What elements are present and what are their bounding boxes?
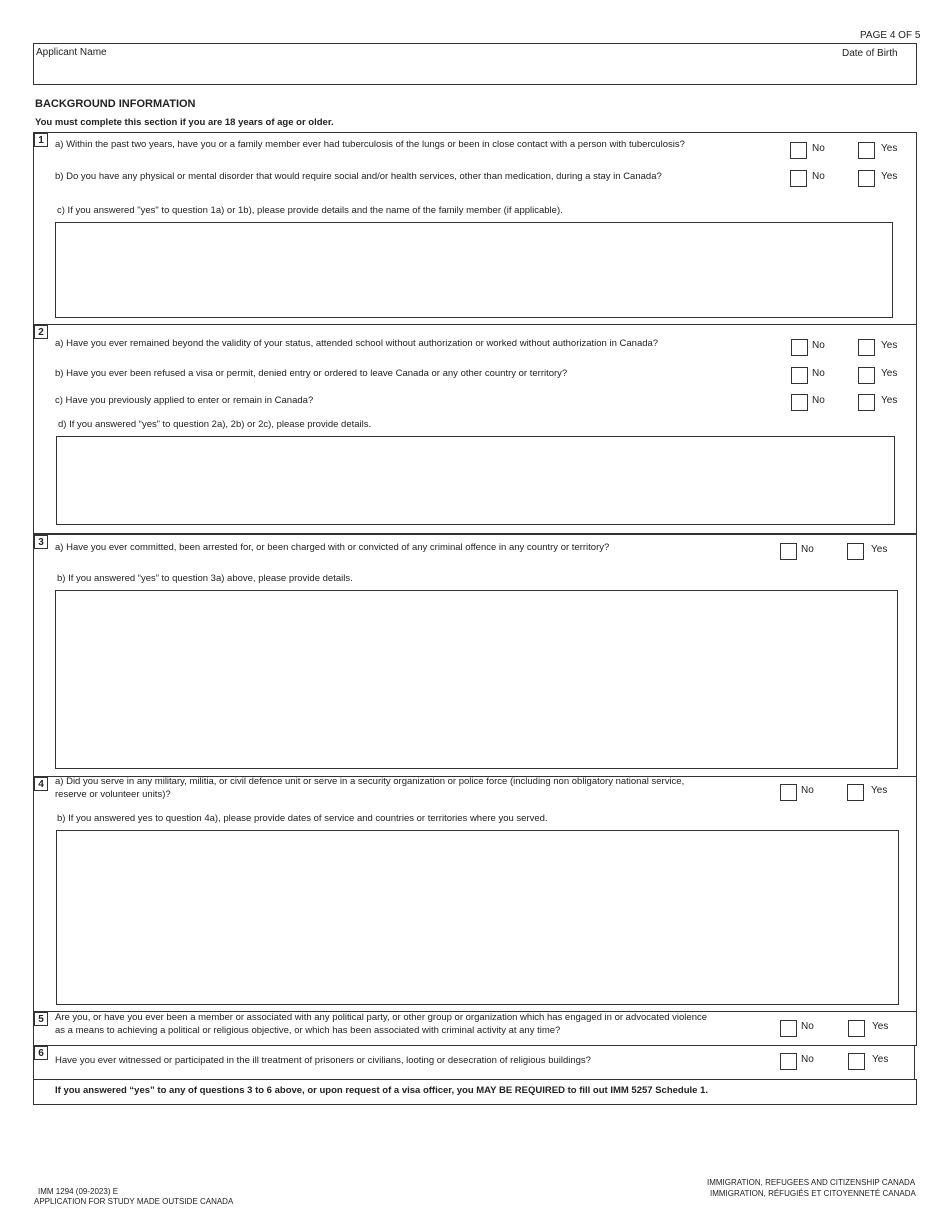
- question-2b-yes-label: Yes: [881, 368, 898, 379]
- question-6-number: 6: [34, 1046, 48, 1060]
- question-3a-yes-checkbox[interactable]: [847, 543, 864, 560]
- question-1-number: 1: [34, 133, 48, 147]
- applicant-name-label: Applicant Name: [36, 47, 107, 58]
- question-2a-no-label: No: [812, 340, 825, 351]
- section-title: BACKGROUND INFORMATION: [35, 98, 196, 110]
- question-2b-text: b) Have you ever been refused a visa or permit, denied entry or ordered to leave Canada or any other country or territory?: [55, 368, 568, 379]
- question-2c-yes-label: Yes: [881, 395, 898, 406]
- question-4b-text: b) If you answered yes to question 4a), please provide dates of service and countries or territories where you served.: [57, 813, 548, 824]
- question-4a-no-label: No: [801, 785, 814, 796]
- question-1b-text: b) Do you have any physical or mental disorder that would require social and/or health services, other than medication, during a stay in Canada?: [55, 171, 662, 182]
- question-3a-no-checkbox[interactable]: [780, 543, 797, 560]
- notice-text: If you answered “yes” to any of questions 3 to 6 above, or upon request of a visa officer, you MAY BE REQUIRED to fill out IMM 5257 Schedule 1.: [55, 1085, 708, 1096]
- question-5-no-checkbox[interactable]: [780, 1020, 797, 1037]
- question-3a-yes-label: Yes: [871, 544, 888, 555]
- question-2c-no-checkbox[interactable]: [791, 394, 808, 411]
- question-6-no-label: No: [801, 1054, 814, 1065]
- question-4a-text-line1: a) Did you serve in any military, militia, or civil defence unit or serve in a security organization or police force (including non obligatory national service,: [55, 776, 685, 787]
- question-5-no-label: No: [801, 1021, 814, 1032]
- question-2b-yes-checkbox[interactable]: [858, 367, 875, 384]
- question-6-text: Have you ever witnessed or participated in the ill treatment of prisoners or civilians, looting or desecration of religious buildings?: [55, 1055, 591, 1066]
- question-2d-details-field[interactable]: [56, 436, 895, 525]
- question-2a-yes-checkbox[interactable]: [858, 339, 875, 356]
- question-4b-details-field[interactable]: [56, 830, 899, 1005]
- question-6-yes-label: Yes: [872, 1054, 889, 1065]
- question-1c-details-field[interactable]: [55, 222, 893, 318]
- question-3a-no-label: No: [801, 544, 814, 555]
- question-5-text-line1: Are you, or have you ever been a member or associated with any political party, or other group or organization which has engaged in or advocated violence: [55, 1012, 708, 1023]
- question-2-number: 2: [34, 325, 48, 339]
- question-1a-no-label: No: [812, 143, 825, 154]
- question-3-number: 3: [34, 535, 48, 549]
- question-5-text-line2: as a means to achieving a political or religious objective, or which has been associated with criminal activity at any time?: [55, 1025, 561, 1036]
- department-name-en: IMMIGRATION, REFUGEES AND CITIZENSHIP CANADA: [707, 1178, 916, 1187]
- question-2a-text: a) Have you ever remained beyond the validity of your status, attended school without authorization or worked without authorization in Canada?: [55, 338, 659, 349]
- question-5-yes-checkbox[interactable]: [848, 1020, 865, 1037]
- question-6-yes-checkbox[interactable]: [848, 1053, 865, 1070]
- applicant-info-box: [33, 43, 917, 85]
- question-6-no-checkbox[interactable]: [780, 1053, 797, 1070]
- question-1b-yes-label: Yes: [881, 171, 898, 182]
- notice-box: [33, 1079, 917, 1105]
- question-2c-yes-checkbox[interactable]: [858, 394, 875, 411]
- question-5-number: 5: [34, 1012, 48, 1026]
- question-1c-text: c) If you answered "yes" to question 1a) or 1b), please provide details and the name of the family member (if applicable).: [57, 205, 563, 216]
- question-2b-no-checkbox[interactable]: [791, 367, 808, 384]
- date-of-birth-label: Date of Birth: [842, 48, 898, 59]
- question-1a-text: a) Within the past two years, have you or a family member ever had tuberculosis of the lungs or been in close contact with a person with tuberculosis?: [55, 139, 685, 150]
- question-4a-text-line2: reserve or volunteer units)?: [55, 789, 171, 800]
- page-number: PAGE 4 OF 5: [860, 30, 921, 41]
- question-2c-text: c) Have you previously applied to enter or remain in Canada?: [55, 395, 314, 406]
- question-2b-no-label: No: [812, 368, 825, 379]
- question-5-yes-label: Yes: [872, 1021, 889, 1032]
- question-4a-yes-checkbox[interactable]: [847, 784, 864, 801]
- question-2d-text: d) If you answered “yes” to question 2a), 2b) or 2c), please provide details.: [58, 419, 372, 430]
- question-1a-yes-checkbox[interactable]: [858, 142, 875, 159]
- question-4a-no-checkbox[interactable]: [780, 784, 797, 801]
- question-3b-text: b) If you answered “yes” to question 3a) above, please provide details.: [57, 573, 353, 584]
- question-4a-yes-label: Yes: [871, 785, 888, 796]
- section-subtitle: You must complete this section if you are 18 years of age or older.: [35, 117, 334, 128]
- department-name-fr: IMMIGRATION, RÉFUGIÉS ET CITOYENNETÉ CANADA: [710, 1189, 916, 1198]
- form-title: APPLICATION FOR STUDY MADE OUTSIDE CANADA: [34, 1197, 234, 1206]
- question-1a-no-checkbox[interactable]: [790, 142, 807, 159]
- question-2c-no-label: No: [812, 395, 825, 406]
- question-1b-no-label: No: [812, 171, 825, 182]
- question-4-number: 4: [34, 777, 48, 791]
- question-2a-yes-label: Yes: [881, 340, 898, 351]
- question-1b-yes-checkbox[interactable]: [858, 170, 875, 187]
- question-3b-details-field[interactable]: [55, 590, 898, 769]
- question-1a-yes-label: Yes: [881, 143, 898, 154]
- question-1b-no-checkbox[interactable]: [790, 170, 807, 187]
- form-code: IMM 1294 (09-2023) E: [38, 1187, 119, 1196]
- question-2a-no-checkbox[interactable]: [791, 339, 808, 356]
- question-3a-text: a) Have you ever committed, been arrested for, or been charged with or convicted of any criminal offence in any country or territory?: [55, 542, 610, 553]
